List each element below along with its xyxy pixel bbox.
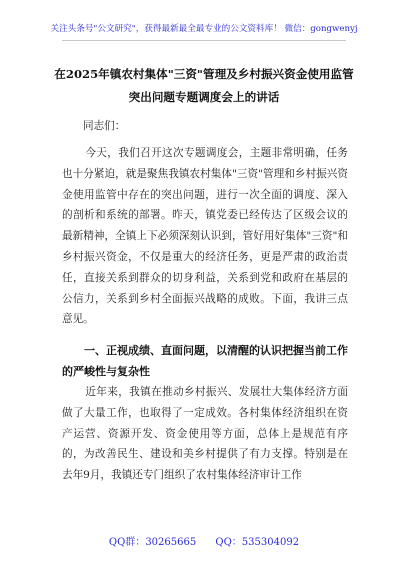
body-paragraph-section-1 (62, 382, 348, 486)
paragraph-text: 今天，我们召开这次专题调度会，主题非常明确，任务也十分紧迫，就是聚焦我镇农村集体"三资"管理和乡村振兴资金使用监管中存在的突出问题，进行一次全面的调度、深入的剖析和系统的部署。昨天，镇党委已经传达了区级会议的最新精神，全镇上下必须深刻认识到，管好用好集体"三资"和乡村振兴资金，不仅是重大的经济任务，更是严肃的政治责任，直接关系到群众的切身利益，关系到党和政府在基层的公信力，关系到乡村全面振兴战略的成败。下面，我讲三点意见。 (62, 147, 348, 326)
section-heading-1: 一、正视成绩、直面问题，以清醒的认识把握当前工作的严峻性与复杂性 (62, 344, 348, 378)
salutation: 同志们： (83, 120, 126, 132)
footer-qq-group: QQ群：30265665 (108, 537, 197, 548)
paragraph-text: 近年来，我镇在推动乡村振兴、发展壮大集体经济方面做了大量工作，也取得了一定成效。各村集体经济组织在资产运营、资源开发、资金使用等方面，总体上是规范有序的，为改善民生、建设和美乡村提供了有力支撑。特别是在去年9月，我镇还专门组织了农村集体经济审计工作 (62, 386, 348, 482)
footer-contact (0, 533, 408, 548)
document-title: 在2025年镇农村集体"三资"管理及乡村振兴资金使用监管突出问题专题调度会上的讲话 (54, 67, 354, 104)
header-promo-note: 关注头条号"公文研究"，获得最新最全最专业的公文资料库！ 微信：gongwenyj (50, 24, 358, 34)
header-divider (62, 40, 346, 41)
footer-qq: QQ：535304092 (215, 537, 300, 548)
body-paragraph-intro (62, 143, 348, 330)
